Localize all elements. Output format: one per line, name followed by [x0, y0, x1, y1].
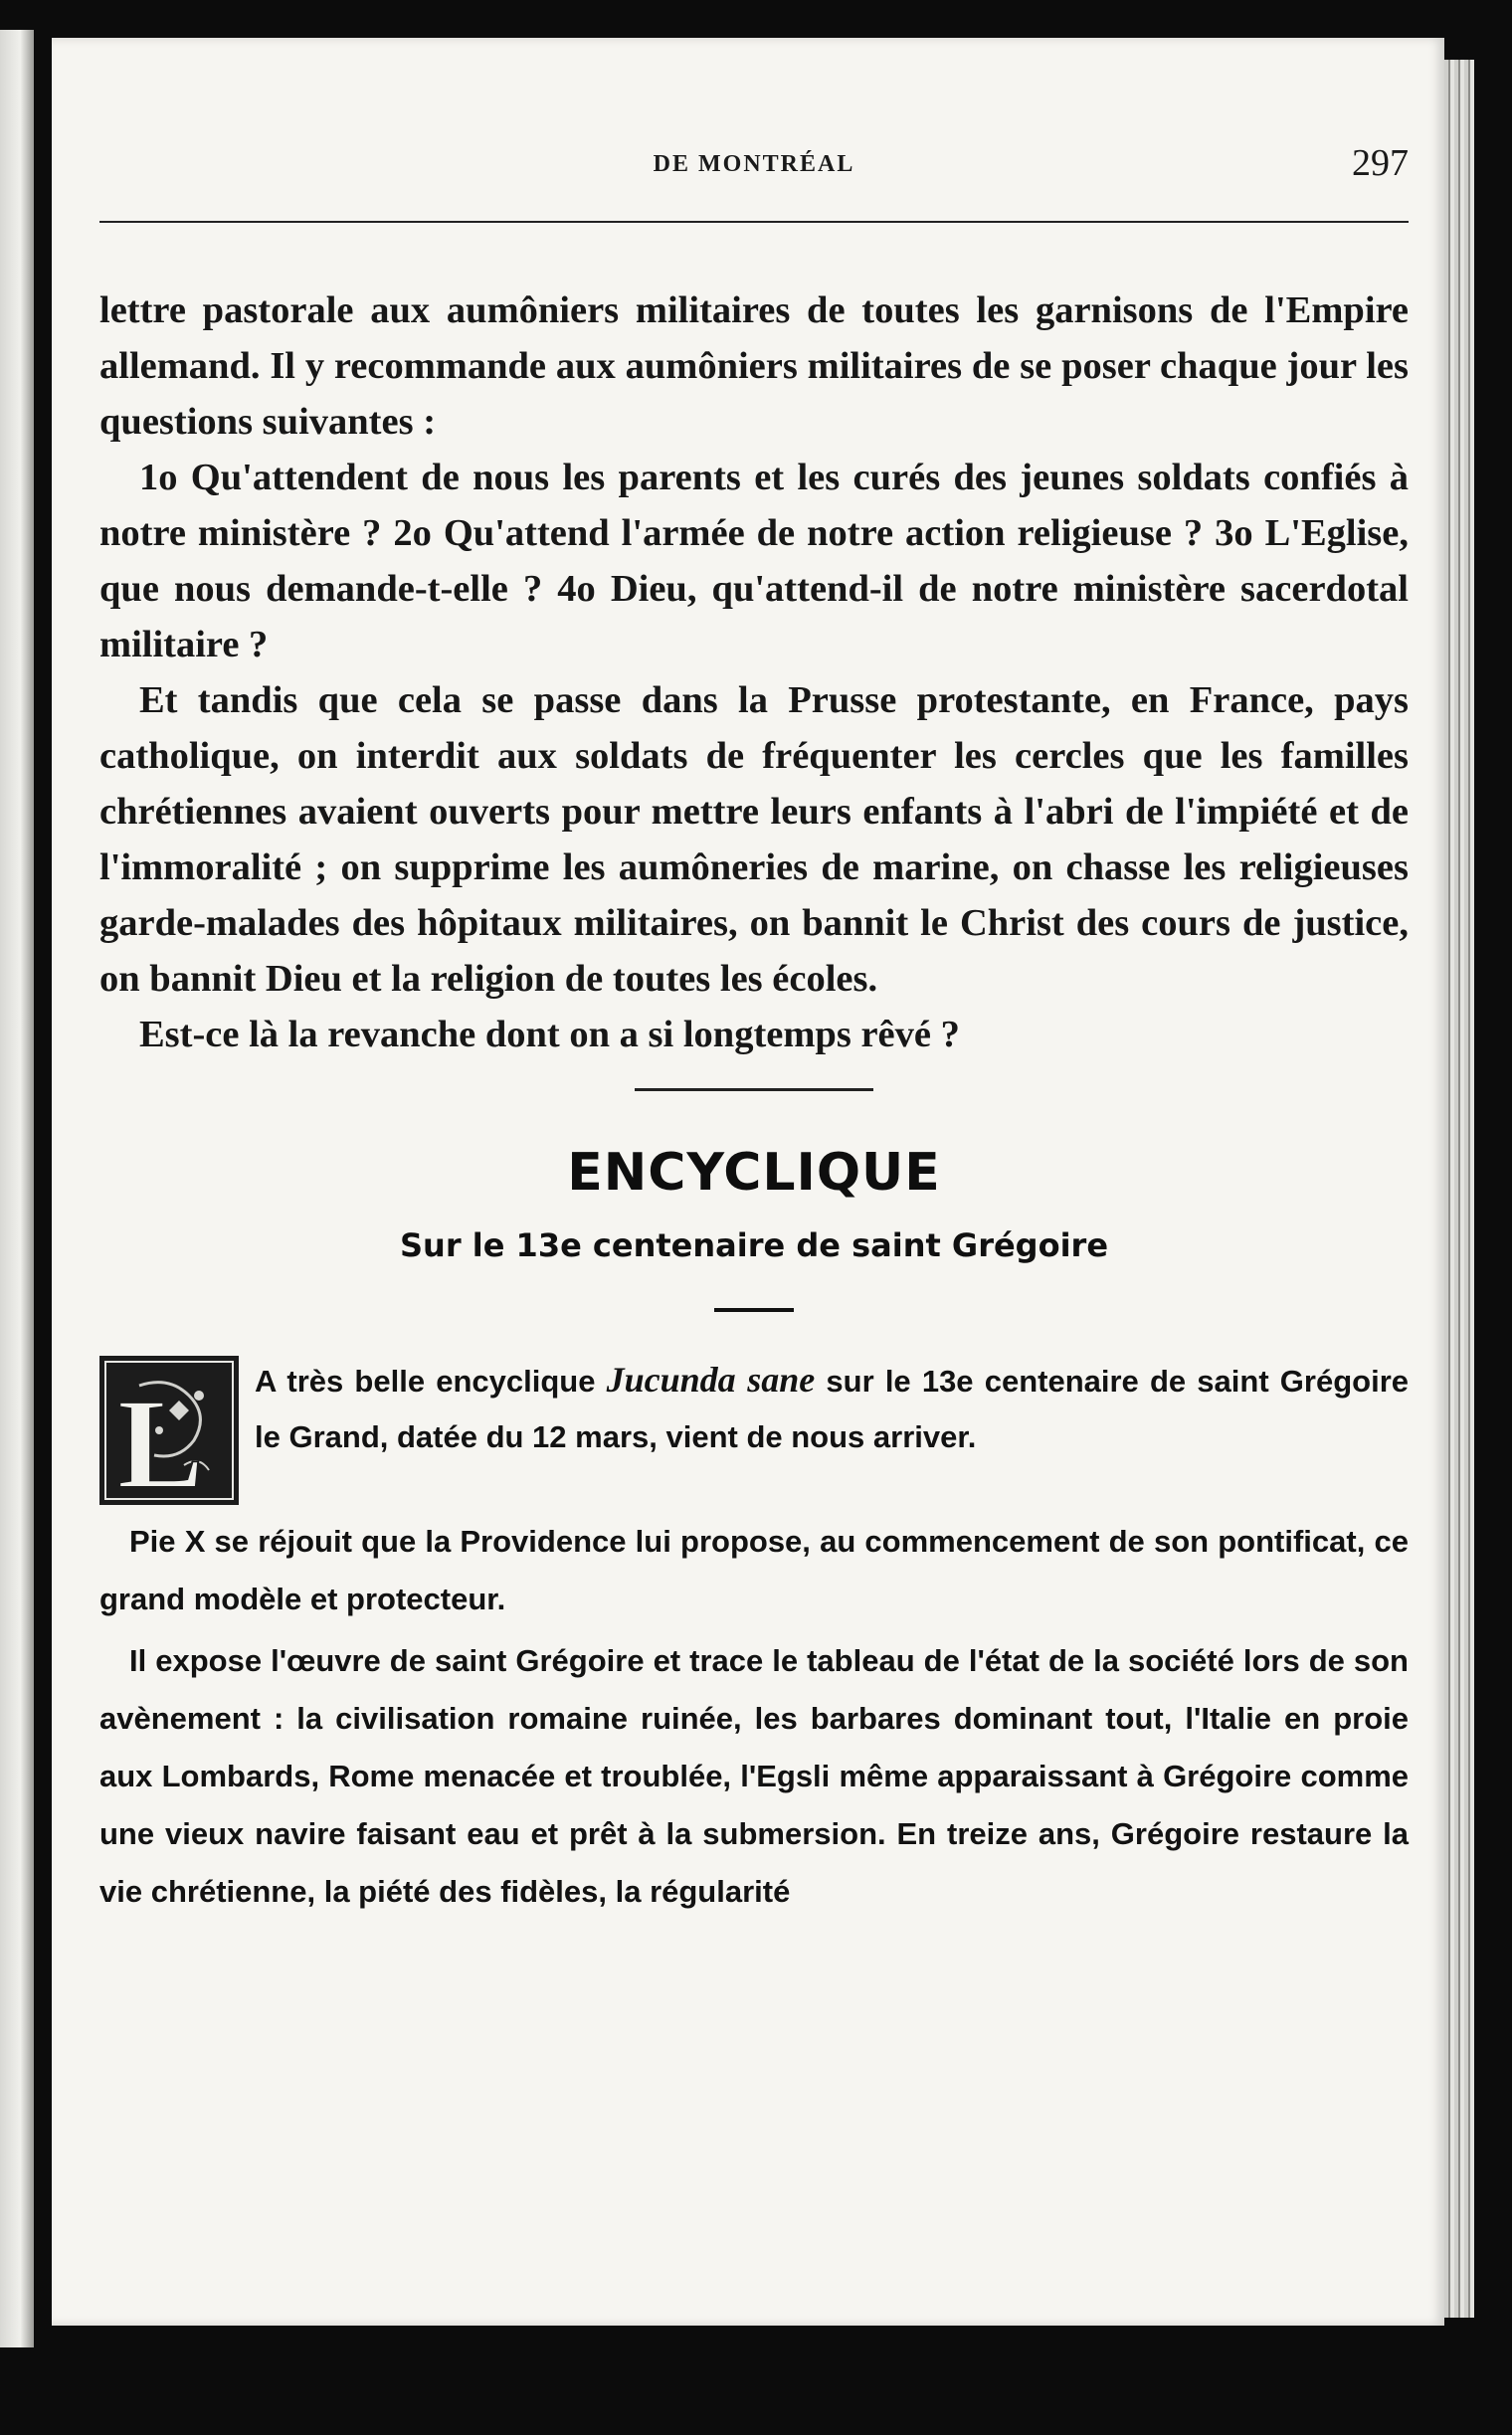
encyclical-summary	[99, 1352, 1409, 1921]
section-subtitle: Sur le 13e centenaire de saint Grégoire	[399, 1226, 1109, 1264]
running-title: DE MONTRÉAL	[653, 151, 855, 177]
paragraph: Est-ce là la revanche dont on a si longtemps rêvé ?	[139, 1014, 960, 1055]
drop-cap-letter: L	[117, 1373, 204, 1505]
adjacent-page-edge	[0, 30, 34, 2347]
paragraph: lettre pastorale aux aumôniers militaires de toutes les garnisons de l'Empire allemand. Il y recommande aux aumôniers militaires de se poser chaque jour les questions suivantes :	[99, 289, 1409, 443]
page-number: 297	[1352, 142, 1409, 184]
paragraph: Pie X se réjouit que la Providence lui propose, au commencement de son pontificat, ce grand modèle et protecteur.	[99, 1524, 1409, 1616]
body-text	[99, 282, 1409, 1062]
section-title: ENCYCLIQUE	[567, 1143, 941, 1203]
header-rule	[99, 221, 1409, 223]
subtitle-divider	[714, 1308, 794, 1312]
ornamental-initial-l	[99, 1356, 239, 1505]
lead-paragraph	[99, 1352, 1409, 1505]
lead-text	[255, 1352, 1409, 1465]
paragraph: Et tandis que cela se passe dans la Prusse protestante, en France, pays catholique, on interdit aux soldats de fréquenter les cercles que les familles chrétiennes avaient ouverts pour mettre leurs enfants à l'abri de l'impiété et de l'immoralité ; on supprime les aumôneries de marine, on chasse les religieuses garde-malades des hôpitaux militaires, on bannit le Christ des cours de justice, on bannit Dieu et la religion de toutes les écoles.	[99, 679, 1409, 1000]
running-head	[99, 137, 1409, 197]
lead-text-end: sur le 13e centenaire de saint Grégoire le Grand, datée du 12 mars, vient de nous arriver.	[255, 1364, 1410, 1454]
text-block	[99, 282, 1409, 1921]
page-stack-edge	[1444, 60, 1474, 2318]
lead-text-start: A très belle encyclique	[255, 1364, 607, 1399]
section-divider	[635, 1088, 873, 1091]
paragraph: Il expose l'œuvre de saint Grégoire et trace le tableau de l'état de la société lors de son avènement : la civilisation romaine ruinée, les barbares dominant tout, l'Italie en proie aux Lombards, Rome menacée et troublée, l'Egsli même apparaissant à Grégoire comme une vieux navire faisant eau et prêt à la submersion. En treize ans, Grégoire restaure la vie chrétienne, la piété des fidèles, la régularité	[99, 1643, 1409, 1909]
paragraph: 1o Qu'attendent de nous les parents et les curés des jeunes soldats confiés à notre ministère ? 2o Qu'attend l'armée de notre action religieuse ? 3o L'Eglise, que nous demande-t-elle ? 4o Dieu, qu'attend-il de notre ministère sacerdotal militaire ?	[99, 457, 1409, 665]
encyclical-title: Jucunda sane	[606, 1360, 816, 1400]
